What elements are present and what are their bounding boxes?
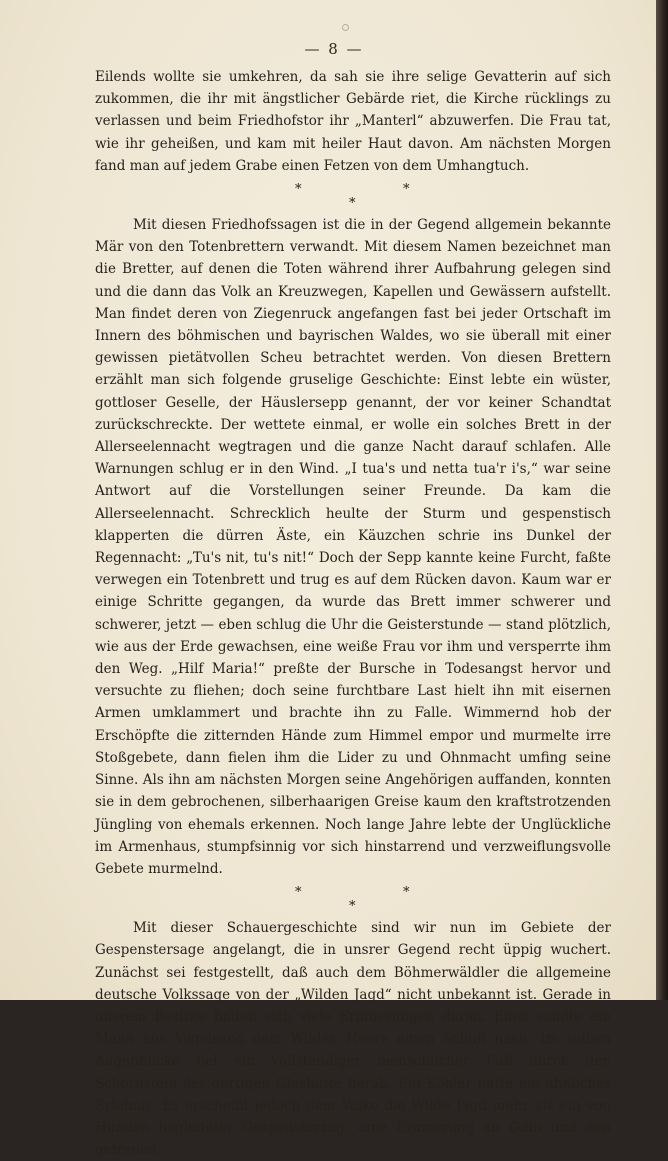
separator-star: * [295, 885, 302, 901]
paragraph-1: Eilends wollte sie umkehren, da sah sie ihre selige Gevatterin auf sich zukommen, die ihr mit ängstlicher Gebärde riet, die Kirche rücklings zu verlassen und beim Friedhofstor ihr „Manterl“ abzuwerfen. Die Frau tat, wie ihr geheißen, und kam mit heiler Haut davon. Am nächsten Morgen fand man auf jedem Grabe einen Fetzen von dem Umhangtuch. [95, 69, 611, 174]
section-separator-1 [95, 177, 611, 214]
page-number: — 8 — [304, 40, 364, 58]
paragraph-3: Mit dieser Schauergeschichte sind wir nun im Gebiete der Gespenstersage angelangt, die in unsrer Gegend recht üppig wuchert. Zunächst sei festgestellt, daß auch dem Böhmerwäldler die allgemeine deutsche Volkssage von der „Wilden Jagd“ nicht unbekannt ist. Gerade in unsrem Bezirke finden sich viele Erinnerungen daran. Einst sandte ein Mann aus Vogelsang dem Wilden Heere einen Schuß nach. Im selben Augenblicke fiel ein vollständiger menschlicher Fuß durch den Schornstein der dortigen Glashütte herab. Ein Köhler hatte ein ähnliches Erlebnis. Es erscheint jedoch dem Volke die Wilde Jagd mehr als ein von Hunden begleiteter Gespensterzug, eine Erinnerung an Odin und den getreuen [95, 920, 611, 1159]
punch-hole [342, 24, 349, 31]
separator-star: * [403, 885, 410, 901]
separator-star: * [349, 899, 356, 915]
separator-star: * [349, 196, 356, 212]
separator-star: * [295, 182, 302, 198]
paragraph-2: Mit diesen Friedhofssagen ist die in der Gegend allgemein bekannte Mär von den Totenbrettern verwandt. Mit diesem Namen bezeichnet man die Bretter, auf denen die Toten während ihrer Aufbahrung gelegen sind und die dann das Volk an Kreuzwegen, Kapellen und Gewässern aufstellt. Man findet deren von Ziegenruck angefangen fast bei jeder Ortschaft im Innern des böhmischen und bayrischen Waldes, wo sie überall mit einer gewissen pietätvollen Scheu betrachtet werden. Von diesen Brettern erzählt man sich folgende gruselige Geschichte: Einst lebte ein wüster, gottloser Geselle, der Häuslersepp genannt, der vor keiner Schandtat zurückschreckte. Der wettete einmal, er wolle ein solches Brett in der Allerseelennacht wegtragen und die ganze Nacht darauf schlafen. Alle Warnungen schlug er in den Wind. „I tua's und netta tua'r i's,“ war seine Antwort auf die Vorstellungen seiner Freunde. Da kam die Allerseelennacht. Schrecklich heulte der Sturm und gespenstisch klapperten die dürren Äste, ein Käuzchen schrie ins Dunkel der Regennacht: „Tu's nit, tu's nit!“ Doch der Sepp kannte keine Furcht, faßte verwegen ein Totenbrett und trug es auf dem Rücken davon. Kaum war er einige Schritte gegangen, da wurde das Brett immer schwerer und schwerer, jetzt — eben schlug die Uhr die Geisterstunde — stand plötzlich, wie aus der Erde gewachsen, eine weiße Frau vor ihm und versperrte ihm den Weg. „Hilf Maria!“ preßte der Bursche in Todesangst hervor und versuchte zu fliehen; doch seine furchtbare Last hielt ihn mit eisernen Armen umklammert und brachte ihn zu Falle. Wimmernd hob der Erschöpfte die zitternden Hände zum Himmel empor und murmelte irre Stoßgebete, dann fielen ihm die Lider zu und Ohnmacht umfing seine Sinne. Als ihn am nächsten Morgen seine Angehörigen auffanden, konnten sie in dem gebrochenen, silberhaarigen Greise kaum den kraftstrotzenden Jüngling von ehemals erkennen. Noch lange Jahre lebte der Unglückliche im Armenhaus, stumpfsinnig vor sich hinstarrend und verzweiflungsvolle Gebete murmelnd. [95, 217, 611, 877]
page-edge [656, 0, 668, 1000]
body-text [95, 66, 611, 1161]
section-separator-2 [95, 880, 611, 917]
separator-star: * [403, 182, 410, 198]
